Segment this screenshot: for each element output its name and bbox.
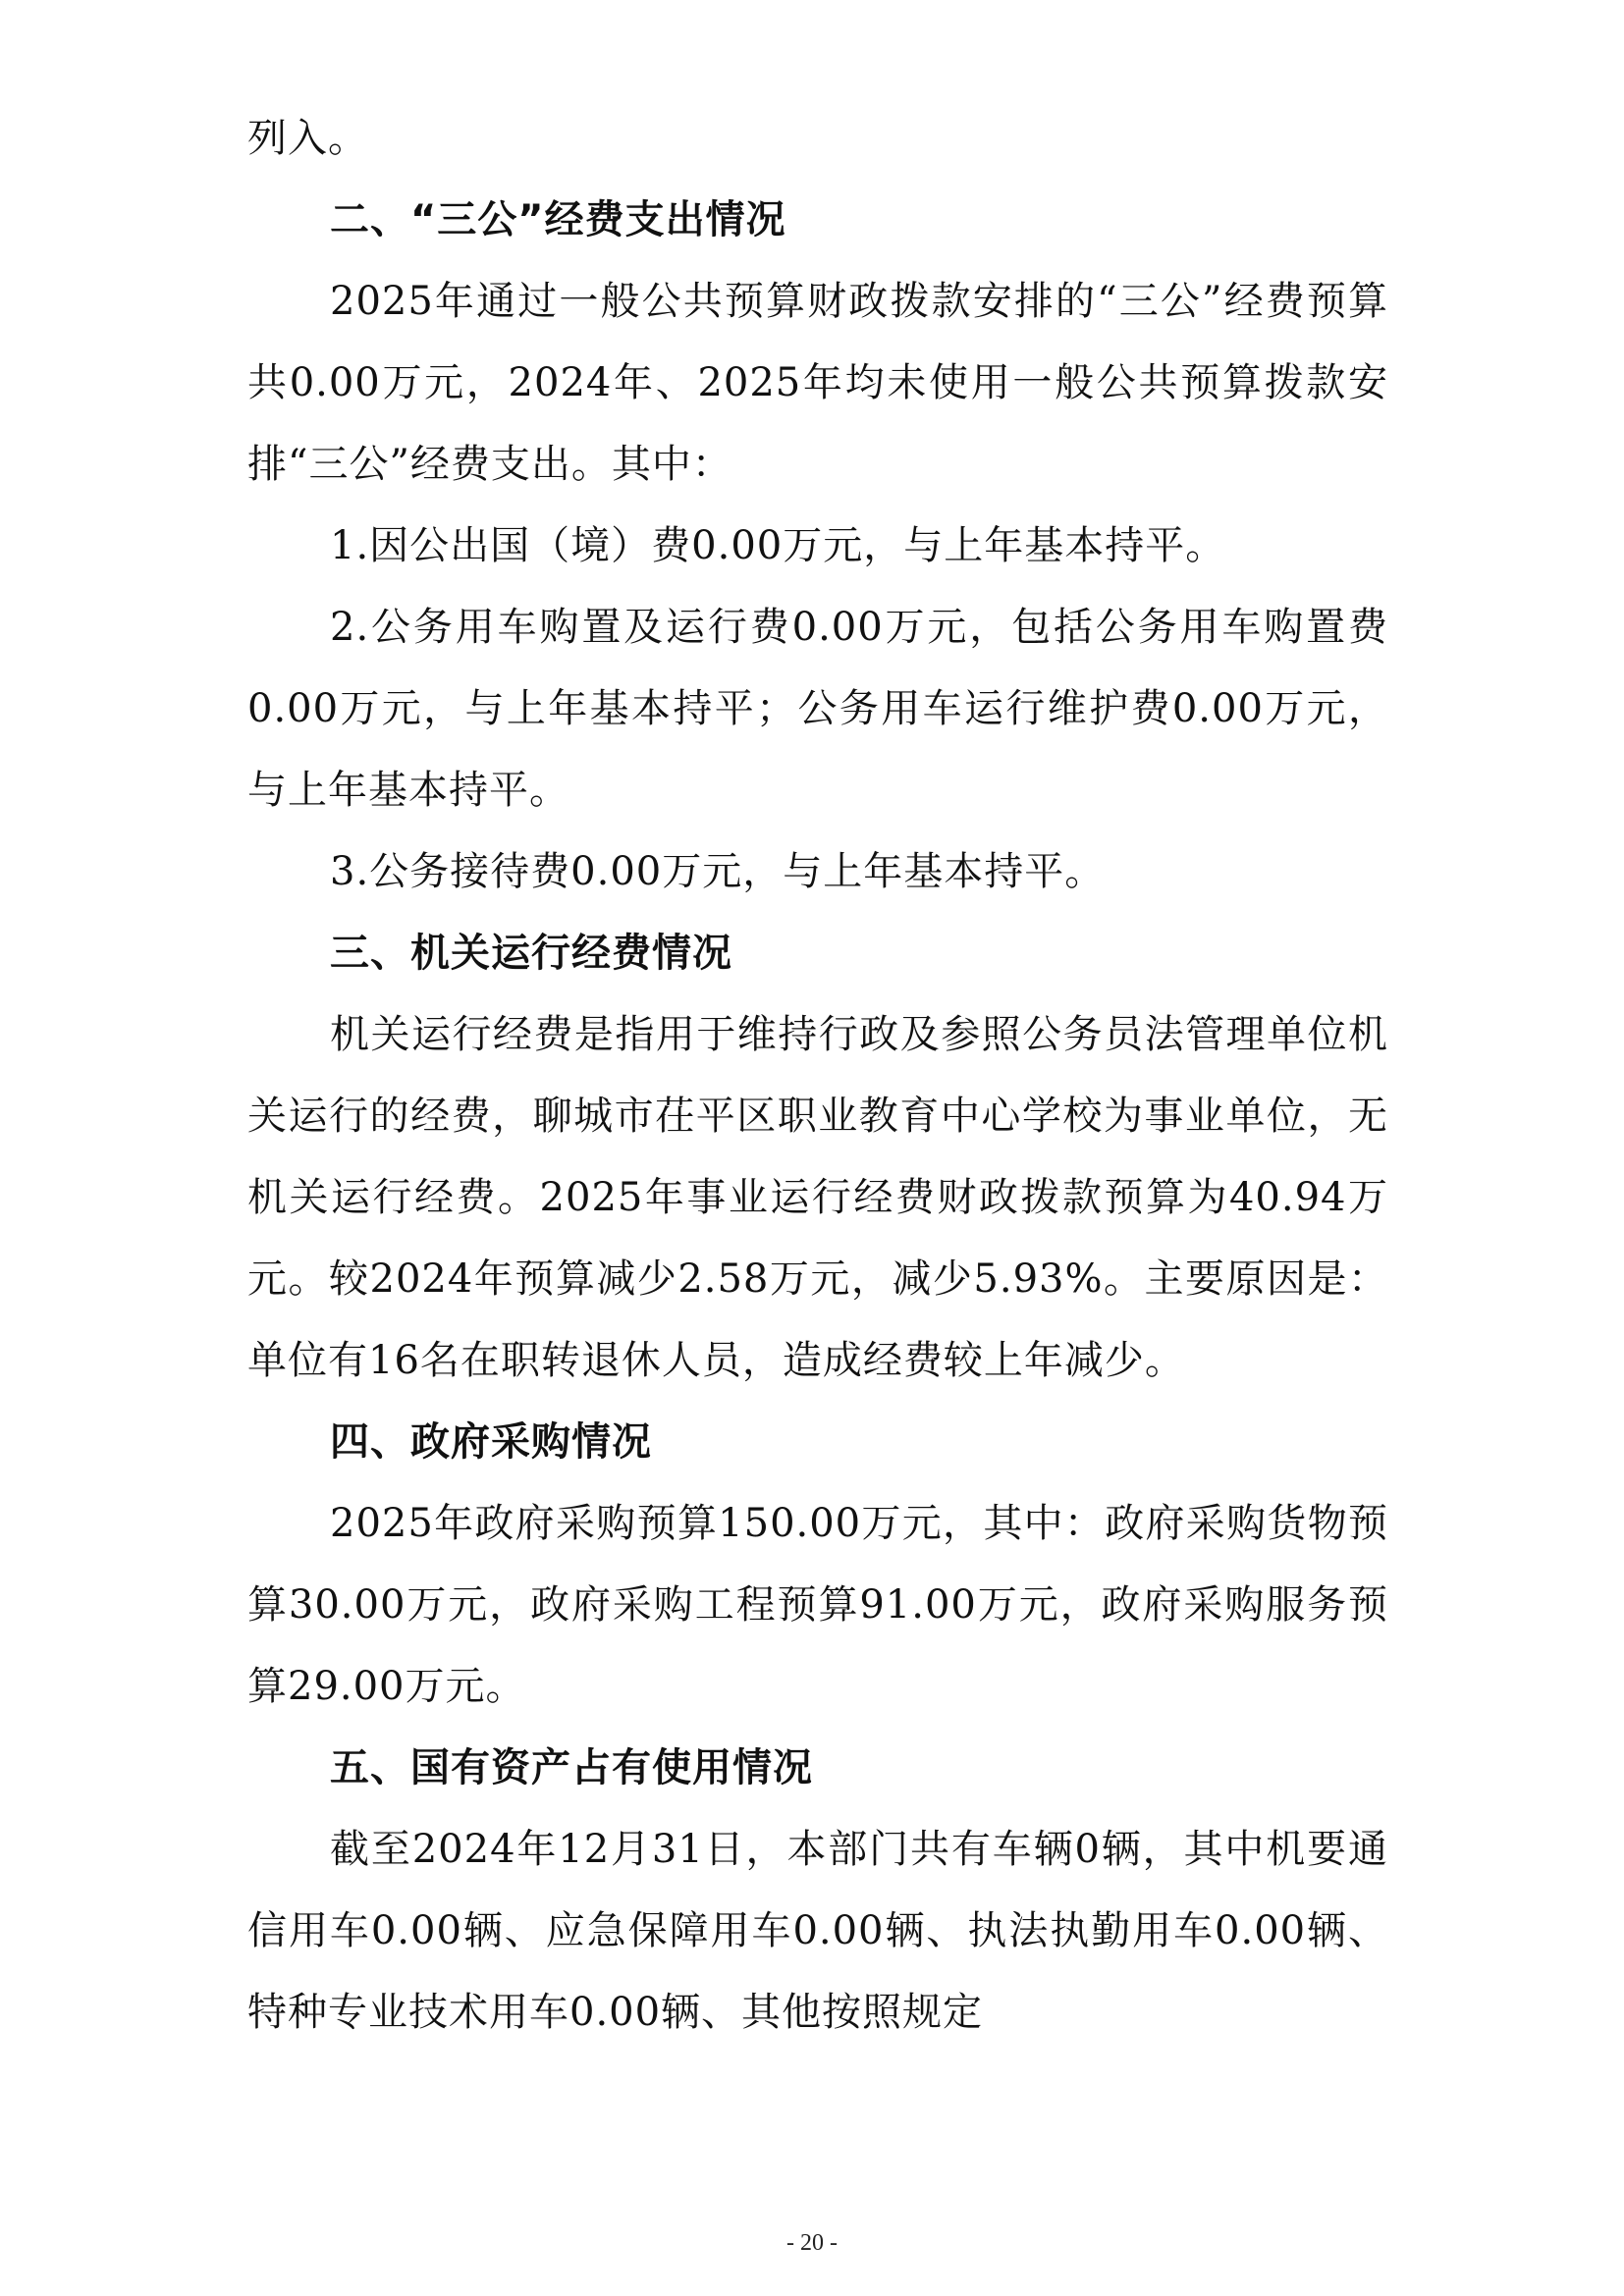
- paragraph: 机关运行经费是指用于维持行政及参照公务员法管理单位机关运行的经费，聊城市茌平区职业教育中心学校为事业单位，无机关运行经费。2025年事业运行经费财政拨款预算为40.94万元。较2024年预算减少2.58万元，减少5.93%。主要原因是：单位有16名在职转退休人员，造成经费较上年减少。: [247, 1012, 1388, 1383]
- paragraph: 1.因公出国（境）费0.00万元，与上年基本持平。: [330, 523, 1226, 568]
- paragraph: 截至2024年12月31日，本部门共有车辆0辆，其中机要通信用车0.00辆、应急保障用车0.00辆、执法执勤用车0.00辆、特种专业技术用车0.00辆、其他按照规定: [247, 1827, 1388, 2035]
- paragraph: 2.公务用车购置及运行费0.00万元，包括公务用车购置费0.00万元，与上年基本持平；公务用车运行维护费0.00万元，与上年基本持平。: [247, 605, 1388, 813]
- document-body: [247, 98, 1388, 2054]
- paragraph: 3.公务接待费0.00万元，与上年基本持平。: [330, 849, 1106, 894]
- section-heading: 二、“三公”经费支出情况: [330, 197, 786, 242]
- paragraph: 2025年通过一般公共预算财政拨款安排的“三公”经费预算共0.00万元，2024年、2025年均未使用一般公共预算拨款安排“三公”经费支出。其中：: [247, 279, 1388, 487]
- section-heading: 四、政府采购情况: [330, 1419, 652, 1465]
- section-operating-funds: [247, 913, 1388, 1402]
- section-heading: 五、国有资产占有使用情况: [330, 1745, 813, 1790]
- page-number: - 20 -: [786, 2230, 838, 2256]
- continuation-text: 列入。: [247, 116, 368, 161]
- section-heading: 三、机关运行经费情况: [330, 931, 732, 976]
- section-procurement: [247, 1402, 1388, 1728]
- section-state-assets: [247, 1728, 1388, 2054]
- section-sangong: [247, 180, 1388, 913]
- paragraph: 2025年政府采购预算150.00万元，其中：政府采购货物预算30.00万元，政府采购工程预算91.00万元，政府采购服务预算29.00万元。: [247, 1501, 1388, 1709]
